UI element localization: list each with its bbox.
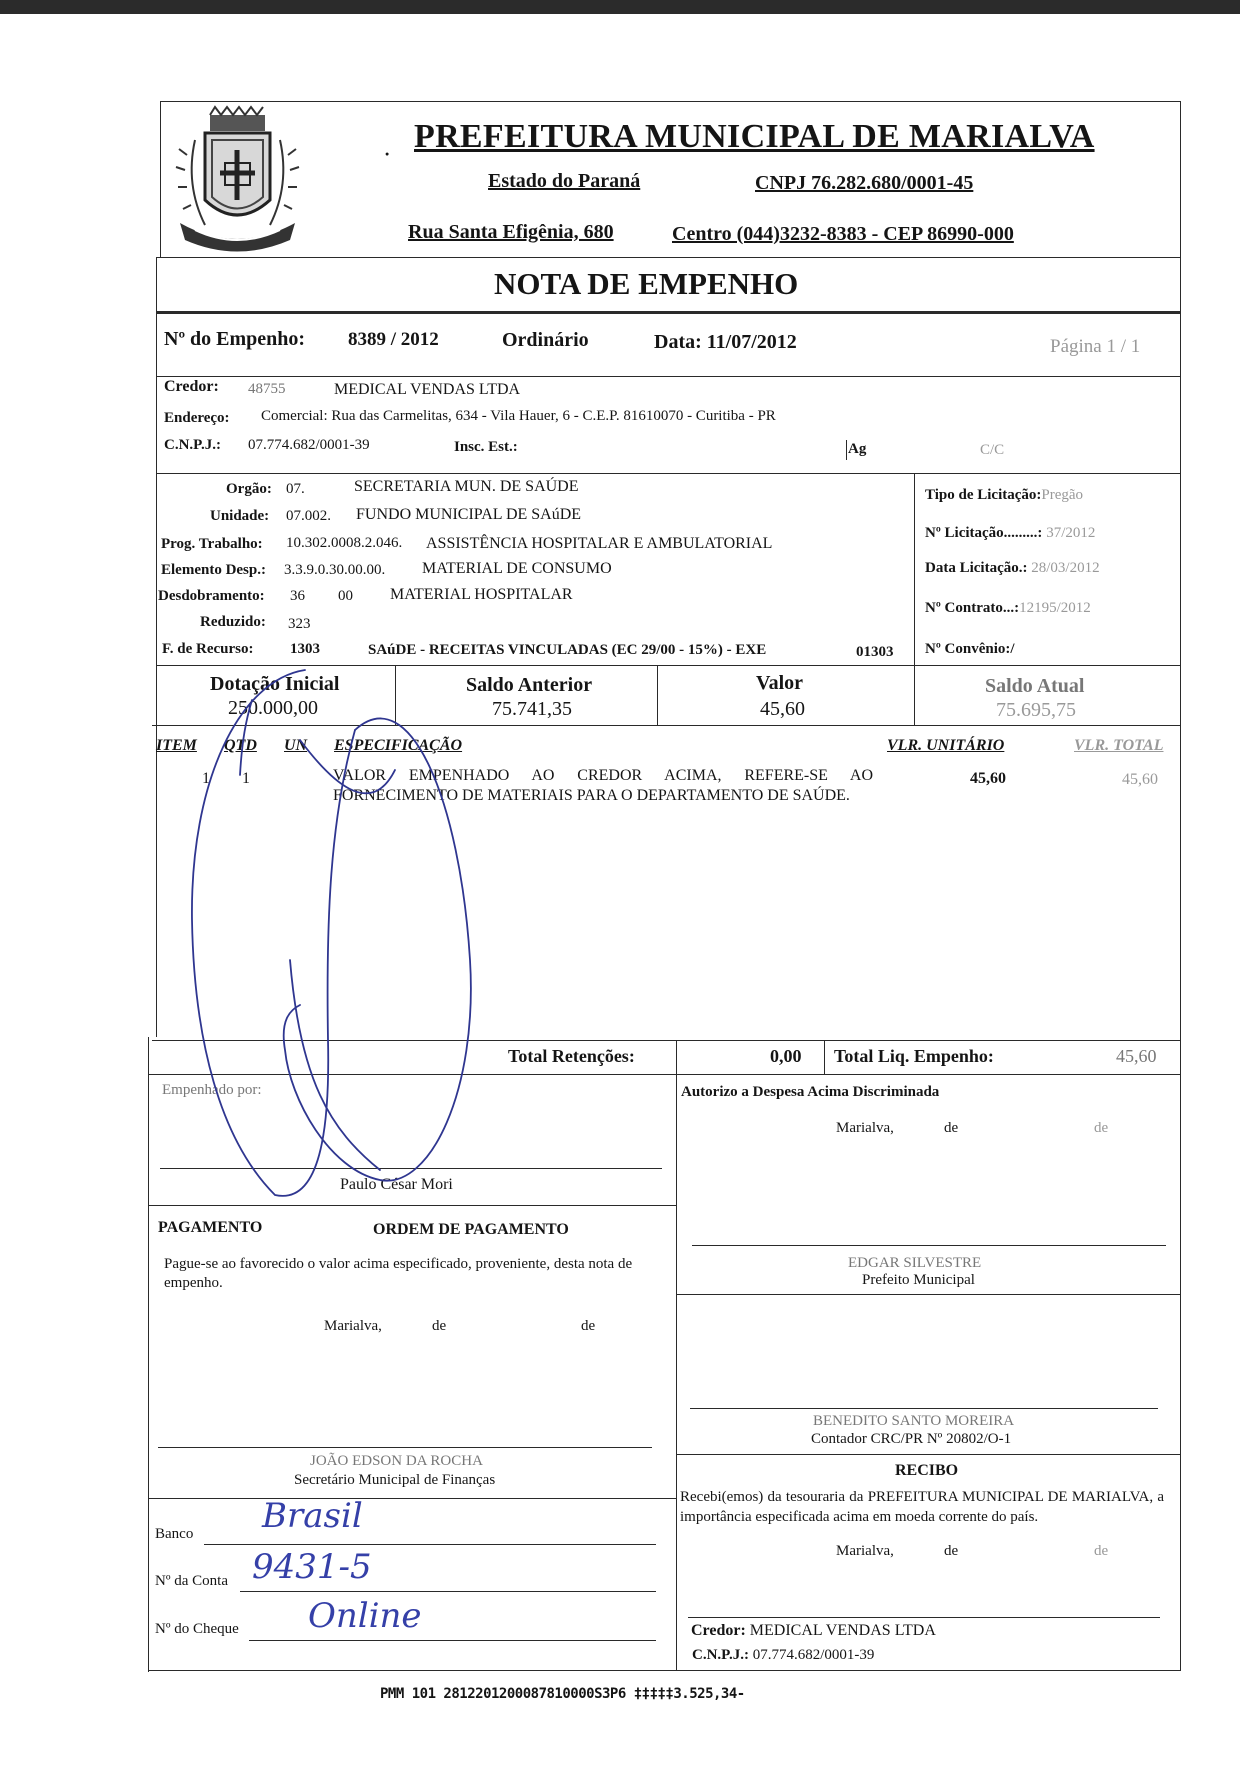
handwritten-signature	[180, 660, 500, 1200]
contact-header: Centro (044)3232-8383 - CEP 86990-000	[672, 223, 1014, 245]
numero-licitacao	[925, 525, 1095, 542]
banco-label: Banco	[155, 1526, 194, 1542]
frame-bottom	[148, 1670, 1181, 1671]
empenho-number-label: Nº do Empenho:	[164, 328, 306, 350]
document-title: NOTA DE EMPENHO	[494, 266, 799, 301]
rule	[157, 376, 1181, 377]
data-licitacao-value: 28/03/2012	[1031, 560, 1100, 576]
numero-licitacao-value: 37/2012	[1046, 525, 1096, 541]
conta-handwritten: 9431-5	[252, 1547, 372, 1587]
recurso-code-right: 01303	[856, 644, 894, 660]
data-licitacao	[925, 560, 1100, 577]
recibo-label: RECIBO	[895, 1462, 959, 1479]
desdobramento-code: 36	[290, 588, 305, 604]
orgao-name: SECRETARIA MUN. DE SAÚDE	[354, 478, 579, 495]
creditor-code: 48755	[248, 381, 286, 397]
contrato-value: 12195/2012	[1019, 600, 1091, 616]
recurso-label: F. de Recurso:	[162, 641, 254, 657]
unidade-name: FUNDO MUNICIPAL DE SAúDE	[356, 506, 582, 523]
elemento-code: 3.3.9.0.30.00.00.	[284, 562, 386, 578]
data-licitacao-label: Data Licitação.:	[925, 560, 1032, 576]
total-liq-value: 45,60	[1116, 1046, 1157, 1066]
account-label: C/C	[980, 442, 1005, 458]
saldo-anterior-label: Saldo Anterior	[466, 674, 593, 696]
cnpj-header: CNPJ 76.282.680/0001-45	[755, 172, 974, 194]
receipt-city: Marialva,	[836, 1543, 894, 1559]
recurso-name: SAúDE - RECEITAS VINCULADAS (EC 29/00 - 15%) - EXE	[368, 642, 767, 658]
coat-of-arms-seal	[165, 105, 310, 255]
rule	[157, 257, 1181, 258]
signature-line	[158, 1447, 652, 1448]
numero-licitacao-label: Nº Licitação.........:	[925, 525, 1047, 541]
frame-left-low	[148, 1037, 149, 1672]
empenhado-por-label: Empenhado por:	[162, 1082, 262, 1098]
stray-mark: ●	[385, 150, 390, 158]
payment-de2: de	[581, 1318, 596, 1334]
col-especificacao: ESPECIFICAÇÃO	[334, 737, 463, 754]
cheque-label: Nº do Cheque	[155, 1621, 239, 1637]
payment-text: Pague-se ao favorecido o valor acima especificado, proveniente, desta nota de empenho.	[164, 1256, 633, 1291]
empenho-date: Data: 11/07/2012	[654, 331, 797, 353]
total-liq-label: Total Liq. Empenho:	[834, 1046, 994, 1066]
receipt-de1: de	[944, 1543, 959, 1559]
contrato-label: Nº Contrato...:	[925, 600, 1020, 616]
frame-left-header	[160, 101, 161, 257]
insc-est-label: Insc. Est.:	[454, 439, 518, 455]
prog-trabalho-name: ASSISTÊNCIA HOSPITALAR E AMBULATORIAL	[426, 535, 773, 552]
reduzido-code: 323	[288, 616, 311, 632]
receipt-cnpj-value: 07.774.682/0001-39	[752, 1647, 875, 1663]
col-qtd: QTD	[224, 737, 257, 754]
signature-line	[688, 1617, 1160, 1618]
receipt-creditor	[691, 1622, 936, 1640]
orgao-code: 07.	[286, 481, 305, 497]
prog-trabalho-code: 10.302.0008.2.046.	[286, 535, 403, 551]
autorizo-de2: de	[1094, 1120, 1109, 1136]
creditor-name: MEDICAL VENDAS LTDA	[334, 381, 521, 398]
creditor-address: Comercial: Rua das Carmelitas, 634 - Vila Hauer, 6 - C.E.P. 81610070 - Curitiba - PR	[261, 408, 776, 424]
rule	[157, 473, 1181, 474]
conta-line	[240, 1591, 656, 1592]
total-retencoes-value: 0,00	[770, 1046, 802, 1066]
payment-de1: de	[432, 1318, 447, 1334]
valor-label: Valor	[756, 672, 804, 694]
accountant-name: BENEDITO SANTO MOREIRA	[813, 1413, 1015, 1429]
creditor-cnpj: 07.774.682/0001-39	[248, 437, 370, 453]
autorizo-de1: de	[944, 1120, 959, 1136]
divider	[676, 1040, 677, 1670]
item-number: 1	[202, 770, 210, 787]
recurso-code: 1303	[290, 641, 320, 657]
col-vlr-unitario: VLR. UNITÁRIO	[887, 737, 1005, 754]
cheque-line	[249, 1640, 656, 1641]
saldo-atual-value: 75.695,75	[996, 699, 1076, 721]
convenio-label: Nº Convênio:/	[925, 641, 1015, 657]
bank-agency-label: Ag	[848, 441, 867, 457]
desdobramento-label: Desdobramento:	[158, 588, 265, 604]
item-unit-price: 45,60	[970, 770, 1006, 787]
receipt-creditor-label: Credor:	[691, 1622, 746, 1639]
elemento-label: Elemento Desp.:	[161, 562, 266, 578]
rule	[676, 1294, 1181, 1295]
payment-city: Marialva,	[324, 1318, 382, 1334]
address-header: Rua Santa Efigênia, 680	[408, 221, 614, 243]
autorizo-city: Marialva,	[836, 1120, 894, 1136]
cnpj-label: C.N.P.J.:	[164, 437, 221, 453]
receipt-cnpj-label: C.N.P.J.:	[692, 1647, 749, 1663]
mayor-title: Prefeito Municipal	[862, 1272, 975, 1288]
pagamento-label: PAGAMENTO	[158, 1219, 263, 1236]
desdobramento-sub: 00	[338, 588, 353, 604]
secretary-name: JOÃO EDSON DA ROCHA	[310, 1453, 483, 1469]
receipt-cnpj	[692, 1647, 874, 1664]
item-description: VALOR EMPENHADO AO CREDOR ACIMA, REFERE-SE AO FORNECIMENTO DE MATERIAIS PARA O DEPARTAMENTO DE SAÚDE.	[333, 767, 873, 804]
barcode-text: PMM 101 2812201200087810000S3P6 ‡‡‡‡‡3.525,34-	[380, 1686, 745, 1702]
reduzido-label: Reduzido:	[200, 614, 266, 630]
orgao-label: Orgão:	[226, 481, 272, 497]
receipt-de2: de	[1094, 1543, 1109, 1559]
accountant-reg: Contador CRC/PR Nº 20802/O-1	[811, 1431, 1012, 1447]
divider	[914, 473, 915, 665]
item-qty: 1	[242, 770, 250, 787]
unidade-label: Unidade:	[210, 508, 270, 524]
mayor-name: EDGAR SILVESTRE	[848, 1255, 982, 1271]
receipt-text: Recebi(emos) da tesouraria da PREFEITURA MUNICIPAL DE MARIALVA, a importância especificada acima em moeda corrente do país.	[680, 1489, 1164, 1525]
desdobramento-name: MATERIAL HOSPITALAR	[390, 586, 573, 603]
divider	[824, 1040, 825, 1074]
page-number: Página 1 / 1	[1050, 336, 1141, 357]
total-retencoes-label: Total Retenções:	[508, 1046, 635, 1066]
empenho-number: 8389 / 2012	[348, 329, 439, 350]
saldo-anterior-value: 75.741,35	[492, 698, 572, 720]
empenho-type: Ordinário	[502, 329, 589, 351]
banco-line	[204, 1544, 656, 1545]
creditor-label: Credor:	[164, 378, 219, 395]
dotacao-inicial-label: Dotação Inicial	[210, 673, 340, 695]
divider	[657, 665, 658, 725]
saldo-atual-label: Saldo Atual	[985, 675, 1085, 697]
frame-right	[1180, 101, 1181, 1671]
signature-line	[692, 1245, 1166, 1246]
valor-value: 45,60	[760, 698, 805, 720]
contrato	[925, 600, 1091, 617]
rule	[148, 1205, 677, 1206]
signature-line	[690, 1408, 1158, 1409]
dotacao-inicial-value: 250.000,00	[228, 697, 318, 719]
receipt-creditor-name: MEDICAL VENDAS LTDA	[749, 1622, 936, 1639]
banco-handwritten: Brasil	[262, 1496, 363, 1536]
rule	[676, 1454, 1181, 1455]
rule	[148, 1498, 677, 1499]
frame-top	[160, 101, 1181, 102]
rule	[157, 311, 1181, 314]
tipo-licitacao-label: Tipo de Licitação:	[925, 487, 1042, 503]
elemento-name: MATERIAL DE CONSUMO	[422, 560, 612, 577]
unidade-code: 07.002.	[286, 508, 331, 524]
prog-trabalho-label: Prog. Trabalho:	[161, 536, 263, 552]
conta-label: Nº da Conta	[155, 1573, 228, 1589]
col-un: UN	[284, 737, 308, 754]
secretary-title: Secretário Municipal de Finanças	[294, 1472, 496, 1488]
ordem-pagamento-label: ORDEM DE PAGAMENTO	[373, 1221, 569, 1238]
col-item: ITEM	[156, 737, 197, 754]
item-total-price: 45,60	[1122, 771, 1158, 788]
autorizo-label: Autorizo a Despesa Acima Discriminada	[681, 1084, 940, 1100]
frame-left-mid	[156, 257, 157, 1037]
col-vlr-total: VLR. TOTAL	[1074, 737, 1164, 754]
empenhado-por-name: Paulo César Mori	[340, 1176, 453, 1193]
cheque-handwritten: Online	[308, 1596, 422, 1636]
tipo-licitacao	[925, 487, 1083, 504]
divider	[914, 665, 915, 725]
page-title: PREFEITURA MUNICIPAL DE MARIALVA	[414, 118, 1095, 155]
divider	[846, 440, 847, 460]
state-label: Estado do Paraná	[488, 170, 641, 192]
address-label: Endereço:	[164, 410, 230, 426]
tipo-licitacao-value: Pregão	[1041, 487, 1084, 503]
scan-top-edge	[0, 0, 1240, 14]
